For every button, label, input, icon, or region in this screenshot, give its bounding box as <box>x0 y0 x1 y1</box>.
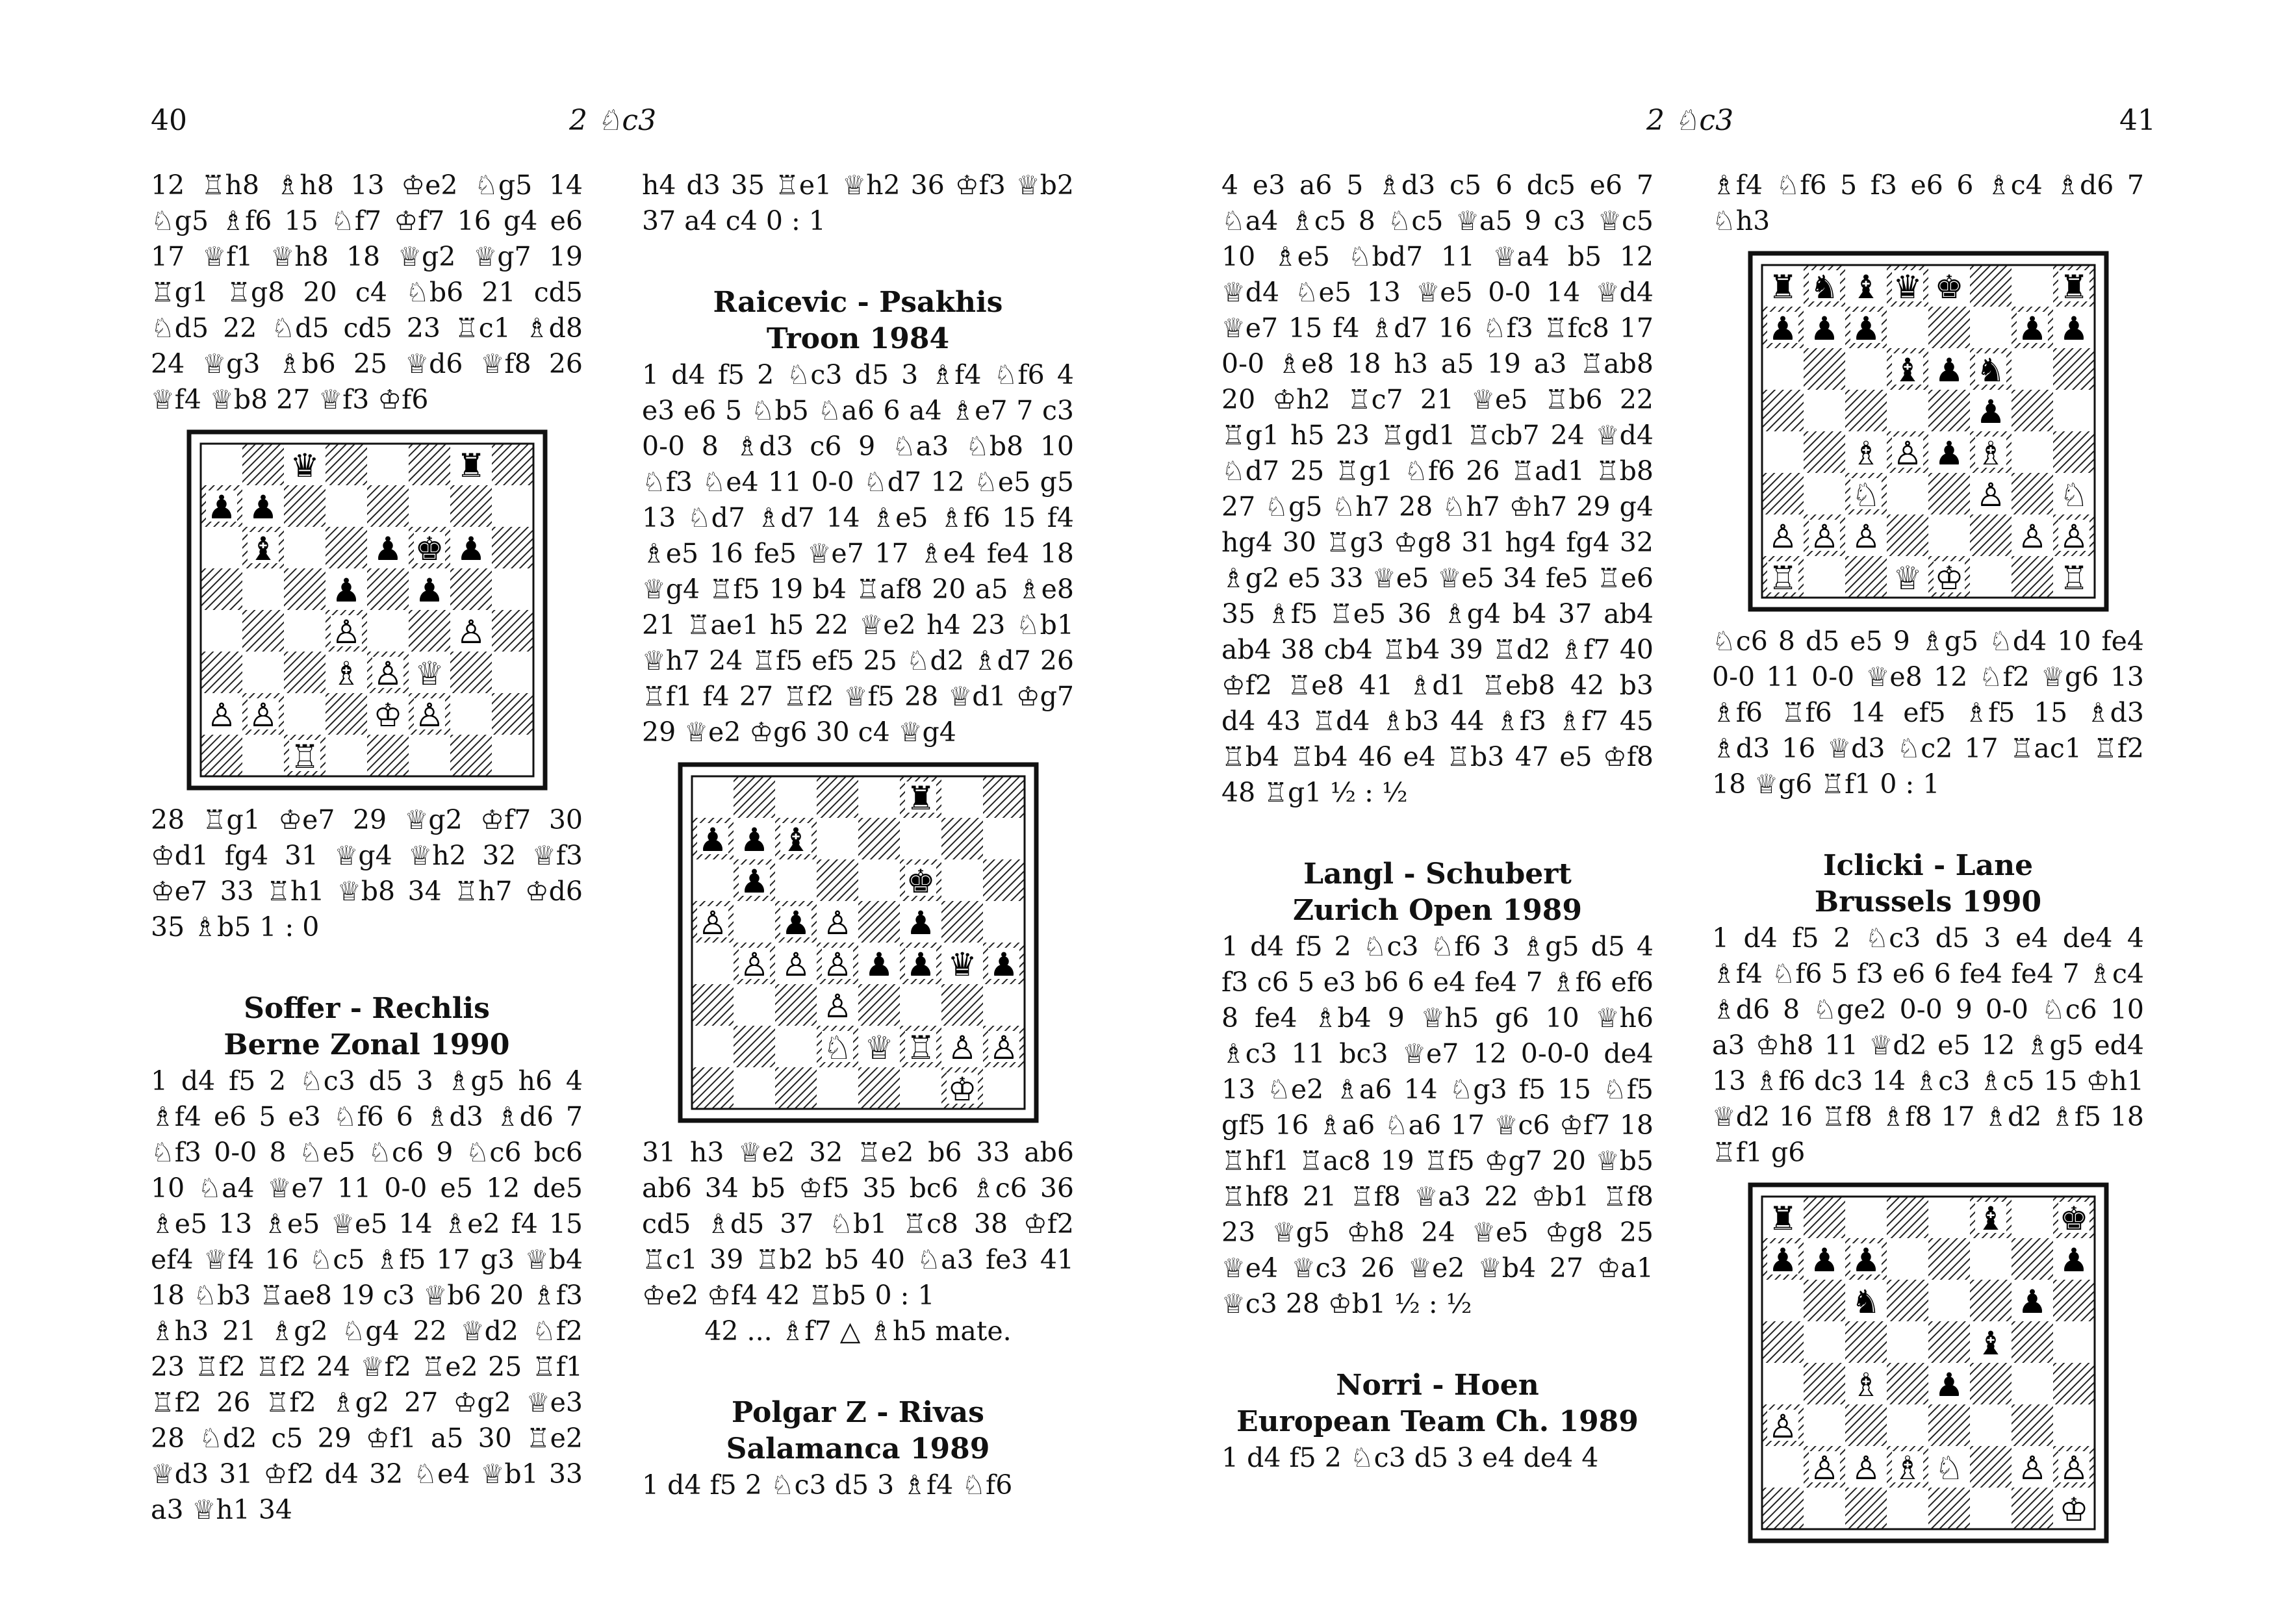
moves-text: 28 ♖g1 ♔e7 29 ♕g2 ♔f7 30 ♔d1 fg4 31 ♕g4 ♕h2 32 ♕f3 ♔e7 33 ♖h1 ♕b8 34 ♖h7 ♔d6 35 ♗b5 1 : 0 <box>151 804 583 943</box>
dark-square <box>450 652 492 693</box>
dark-square <box>201 735 242 776</box>
dark-square <box>1928 1238 1970 1280</box>
chess-piece-h2: ♙ <box>989 1029 1018 1067</box>
dark-square <box>1928 390 1970 431</box>
dark-square <box>1845 1404 1887 1446</box>
chess-piece-c7: ♟ <box>1851 310 1880 348</box>
dark-square <box>367 485 409 527</box>
right-page <box>1137 0 2274 1624</box>
chess-piece-f6: ♞ <box>1976 351 2005 389</box>
moves-text: 1 d4 f5 2 ♘c3 d5 3 e4 de4 4 ♗f4 ♘f6 5 f3 e6 6 fe4 fe4 7 ♗c4 ♗d6 8 ♘ge2 0-0 9 0-0 ♘c6 10 a3 ♔h8 11 ♕d2 e5 12 ♗g5 ed4 13 ♗f6 dc3 14 ♗c3 ♗c5 15 ♔h1 ♕d2 16 ♖f8 ♗f8 17 ♗d2 ♗f5 18 ♖f1 g6 <box>1712 922 2144 1168</box>
column-1 <box>151 168 583 1528</box>
dark-square <box>1845 556 1887 598</box>
chess-piece-d8: ♛ <box>1893 268 1922 306</box>
chess-piece-e4: ♟ <box>1934 1366 1963 1404</box>
dark-square <box>1845 1321 1887 1363</box>
game-players: Raicevic - Psakhis <box>713 286 1003 319</box>
dark-square <box>326 693 367 735</box>
chess-piece-a5: ♙ <box>698 904 727 942</box>
chess-piece-a2: ♙ <box>207 696 236 734</box>
chess-diagram <box>1748 1182 2109 1543</box>
dark-square <box>201 652 242 693</box>
dark-square <box>1928 1488 1970 1529</box>
dark-square <box>692 984 734 1026</box>
dark-square <box>492 693 533 735</box>
dark-square <box>1804 348 1845 390</box>
dark-square <box>1970 1280 2012 1321</box>
column-2 <box>642 168 1074 1503</box>
chess-piece-e2: ♕ <box>864 1029 893 1067</box>
dark-square <box>1970 1363 2012 1404</box>
chess-piece-g4: ♙ <box>456 613 485 651</box>
dark-square <box>367 568 409 610</box>
moves-text: h4 d3 35 ♖e1 ♕h2 36 ♔f3 ♕b2 37 a4 c4 0 : 1 <box>642 170 1074 236</box>
column-4 <box>1712 168 2144 1555</box>
chess-piece-h4: ♟ <box>989 946 1018 983</box>
chess-piece-d1: ♕ <box>1893 559 1922 597</box>
chess-piece-b7: ♟ <box>248 488 277 526</box>
chess-piece-h3: ♘ <box>2059 476 2088 514</box>
dark-square <box>2053 1280 2095 1321</box>
dark-square <box>492 610 533 652</box>
chess-piece-f4: ♟ <box>906 946 935 983</box>
moves-text: 1 d4 f5 2 ♘c3 d5 3 ♗f4 ♘f6 4 e3 e6 5 ♘b5 ♘a6 6 a4 ♗e7 7 c3 0-0 8 ♗d3 c6 9 ♘a3 ♘b8 10 ♘f3 ♘e4 11 0-0 ♘d7 12 ♘e5 g5 13 ♘d7 ♗d7 14 ♗e5 ♗f6 15 f4 ♗e5 16 fe5 ♕e7 17 ♗e4 fe4 18 ♕g4 ♖f5 19 b4 ♖af8 20 a5 ♗e8 21 ♖ae1 h5 22 ♕e2 h4 23 ♘b1 ♕h7 24 ♖f5 ef5 25 ♘d2 ♗d7 26 ♖f1 f4 27 ♖f2 ♕f5 28 ♕d1 ♔g7 29 ♕e2 ♔g6 30 c4 ♕g4 <box>642 359 1074 748</box>
chess-piece-c2: ♙ <box>1851 518 1880 555</box>
dark-square <box>201 568 242 610</box>
chess-piece-f3: ♕ <box>415 655 444 692</box>
chess-piece-e2: ♘ <box>1934 1449 1963 1487</box>
dark-square <box>858 1067 900 1109</box>
dark-square <box>1804 1280 1845 1321</box>
chess-piece-f2: ♙ <box>415 696 444 734</box>
game-event: European Team Ch. 1989 <box>1236 1405 1639 1438</box>
dark-square <box>1887 514 1928 556</box>
dark-square <box>242 610 284 652</box>
chess-piece-b2: ♙ <box>1809 518 1839 555</box>
chess-piece-c2: ♙ <box>1851 1449 1880 1487</box>
chess-piece-d4: ♙ <box>331 613 361 651</box>
dark-square <box>2012 1488 2053 1529</box>
chess-piece-e4: ♟ <box>864 946 893 983</box>
dark-square <box>450 485 492 527</box>
chess-piece-d2: ♗ <box>1893 1449 1922 1487</box>
dark-square <box>1887 1280 1928 1321</box>
dark-square <box>1887 1363 1928 1404</box>
chess-diagram <box>186 429 548 791</box>
dark-square <box>1970 265 2012 307</box>
moves-text: 1 d4 f5 2 ♘c3 d5 3 ♗g5 h6 4 ♗f4 e6 5 e3 ♘f6 6 ♗d3 ♗d6 7 ♘f3 0-0 8 ♘e5 ♘c6 9 ♘c6 bc6 10 ♘a4 ♕e7 11 0-0 e5 12 de5 ♗e5 13 ♗e5 ♕e5 14 ♗e2 f4 15 ef4 ♕f4 16 ♘c5 ♗f5 17 g3 ♕b4 18 ♘b3 ♖ae8 19 c3 ♕b6 20 ♗f3 ♗h3 21 ♗g2 ♘g4 22 ♕d2 ♘f2 23 ♖f2 ♖f2 24 ♕f2 ♖e2 25 ♖f1 ♖f2 26 ♖f2 ♗g2 27 ♔g2 ♕e3 28 ♘d2 c5 29 ♔f1 a5 30 ♖e2 ♕d3 31 ♔f2 d4 32 ♘e4 ♕b1 33 a3 ♕h1 34 <box>151 1065 583 1525</box>
dark-square <box>1762 1321 1804 1363</box>
chess-piece-a7: ♟ <box>698 821 727 859</box>
dark-square <box>1762 473 1804 514</box>
page-number: 41 <box>2119 104 2156 137</box>
chess-piece-e4: ♟ <box>1934 435 1963 472</box>
running-head: 2 ♘c3 <box>569 104 657 137</box>
dark-square <box>1887 1197 1928 1238</box>
chess-piece-f5: ♝ <box>1976 1325 2005 1362</box>
dark-square <box>2012 390 2053 431</box>
dark-square <box>1804 431 1845 473</box>
chess-piece-h1: ♔ <box>2059 1491 2088 1529</box>
chess-piece-e2: ♔ <box>373 696 402 734</box>
chess-piece-g2: ♙ <box>2017 1449 2047 1487</box>
dark-square <box>1928 1321 1970 1363</box>
game-players: Langl - Schubert <box>1303 857 1572 891</box>
chess-piece-c7: ♝ <box>781 821 810 859</box>
chess-piece-c8: ♛ <box>290 447 319 485</box>
chess-piece-d4: ♙ <box>1893 435 1922 472</box>
chess-piece-c4: ♙ <box>781 946 810 983</box>
chess-piece-f8: ♜ <box>906 780 935 817</box>
chess-piece-h1: ♖ <box>2059 559 2088 597</box>
chess-piece-d5: ♙ <box>823 904 852 942</box>
dark-square <box>492 444 533 485</box>
moves-text: 31 h3 ♕e2 32 ♖e2 b6 33 ab6 ab6 34 b5 ♔f5 35 bc6 ♗c6 36 cd5 ♗d5 37 ♘b1 ♖c8 38 ♔f2 ♖c1 39 ♖b2 b5 40 ♘a3 fe3 41 ♔e2 ♔f4 42 ♖b5 0 : 1 <box>642 1137 1074 1311</box>
dark-square <box>409 610 450 652</box>
dark-square <box>817 776 858 818</box>
chess-piece-f8: ♝ <box>1976 1200 2005 1237</box>
dark-square <box>2053 431 2095 473</box>
chess-piece-f3: ♙ <box>1976 476 2005 514</box>
chess-piece-a3: ♙ <box>1768 1408 1797 1445</box>
chess-piece-a8: ♜ <box>1768 1200 1797 1237</box>
chess-piece-d3: ♗ <box>331 655 361 692</box>
game-players: Iclicki - Lane <box>1822 849 2034 882</box>
chess-piece-c4: ♗ <box>1851 1366 1880 1404</box>
chess-piece-h7: ♟ <box>2059 1241 2088 1279</box>
chess-piece-f5: ♟ <box>1976 393 2005 431</box>
chess-piece-d4: ♙ <box>823 946 852 983</box>
dark-square <box>1804 1363 1845 1404</box>
dark-square <box>450 568 492 610</box>
dark-square <box>817 859 858 901</box>
dark-square <box>1970 514 2012 556</box>
chess-piece-h2: ♙ <box>2059 518 2088 555</box>
moves-text: 1 d4 f5 2 ♘c3 ♘f6 3 ♗g5 d5 4 f3 c6 5 e3 b6 6 e4 fe4 7 ♗f6 ef6 8 fe4 ♗b4 9 ♕h5 g6 10 ♕h6 ♗c3 11 bc3 ♕e7 12 0-0-0 de4 13 ♘e2 ♗a6 14 ♘g3 f5 15 ♘f5 gf5 16 ♗a6 ♘a6 17 ♕c6 ♔f7 18 ♖hf1 ♖ac8 19 ♖f5 ♔g7 20 ♕b5 ♖hf8 21 ♖f8 ♕a3 22 ♔b1 ♖f8 23 ♕g5 ♔h8 24 ♕e5 ♔g8 25 ♕e4 ♕c3 26 ♕e2 ♕b4 27 ♔a1 ♕c3 28 ♔b1 ½ : ½ <box>1221 931 1654 1319</box>
moves-text: 12 ♖h8 ♗h8 13 ♔e2 ♘g5 14 ♘g5 ♗f6 15 ♘f7 ♔f7 16 g4 e6 17 ♕f1 ♕h8 18 ♕g2 ♕g7 19 ♖g1 ♖g8 20 c4 ♘b6 21 cd5 ♘d5 22 ♘d5 cd5 23 ♖c1 ♗d8 24 ♕g3 ♗b6 25 ♕d6 ♕f8 26 ♕f4 ♕b8 27 ♕f3 ♔f6 <box>151 170 583 415</box>
chess-piece-c7: ♟ <box>1851 1241 1880 1279</box>
dark-square <box>492 527 533 568</box>
game-players: Soffer - Rechlis <box>244 992 490 1025</box>
dark-square <box>858 818 900 859</box>
moves-text: 1 d4 f5 2 ♘c3 d5 3 e4 de4 4 <box>1221 1442 1599 1473</box>
moves-text: ♘c6 8 d5 e5 9 ♗g5 ♘d4 10 fe4 0-0 11 0-0 ♕e8 12 ♘f2 ♕g6 13 ♗f6 ♖f6 14 ef5 ♗f5 15 ♗d3 ♗d3 16 ♕d3 ♘c2 17 ♖ac1 ♖f2 18 ♕g6 ♖f1 0 : 1 <box>1712 626 2144 800</box>
dark-square <box>941 984 983 1026</box>
chess-piece-e6: ♟ <box>373 530 402 568</box>
page-number: 40 <box>151 104 187 137</box>
chess-piece-e3: ♙ <box>373 655 402 692</box>
game-players: Polgar Z - Rivas <box>732 1396 984 1429</box>
game-players: Norri - Hoen <box>1336 1369 1539 1402</box>
dark-square <box>1970 1446 2012 1488</box>
chess-piece-g8: ♜ <box>456 447 485 485</box>
chess-piece-e8: ♚ <box>1934 268 1963 306</box>
chess-piece-a8: ♜ <box>1768 268 1797 306</box>
chess-piece-b7: ♟ <box>1809 1241 1839 1279</box>
dark-square <box>2012 1321 2053 1363</box>
dark-square <box>1928 1404 1970 1446</box>
dark-square <box>775 1067 817 1109</box>
dark-square <box>1762 390 1804 431</box>
dark-square <box>367 735 409 776</box>
dark-square <box>2012 473 2053 514</box>
chess-piece-f5: ♟ <box>415 572 444 609</box>
chess-piece-a7: ♟ <box>207 488 236 526</box>
chess-piece-d3: ♙ <box>823 987 852 1025</box>
game-event: Salamanca 1989 <box>726 1432 990 1465</box>
game-event: Zurich Open 1989 <box>1293 894 1582 927</box>
chess-piece-c8: ♝ <box>1851 268 1880 306</box>
dark-square <box>858 984 900 1026</box>
dark-square <box>692 1067 734 1109</box>
dark-square <box>941 901 983 943</box>
chess-piece-b7: ♟ <box>739 821 769 859</box>
dark-square <box>983 859 1025 901</box>
game-event: Brussels 1990 <box>1814 885 2042 919</box>
dark-square <box>284 485 326 527</box>
chess-diagram <box>678 762 1039 1123</box>
chess-piece-c6: ♞ <box>1851 1283 1880 1321</box>
dark-square <box>1928 307 1970 348</box>
chess-piece-f4: ♗ <box>1976 435 2005 472</box>
dark-square <box>284 652 326 693</box>
chess-piece-d2: ♘ <box>823 1029 852 1067</box>
dark-square <box>775 984 817 1026</box>
dark-square <box>450 735 492 776</box>
dark-square <box>941 818 983 859</box>
chess-piece-e6: ♟ <box>1934 351 1963 389</box>
dark-square <box>1928 473 1970 514</box>
moves-text: ♗f4 ♘f6 5 f3 e6 6 ♗c4 ♗d6 7 ♘h3 <box>1712 170 2144 236</box>
dark-square <box>983 776 1025 818</box>
dark-square <box>1762 1488 1804 1529</box>
chess-piece-b4: ♙ <box>739 946 769 983</box>
chess-piece-f2: ♖ <box>906 1029 935 1067</box>
chess-piece-g7: ♟ <box>2017 310 2047 348</box>
moves-text: 1 d4 f5 2 ♘c3 d5 3 ♗f4 ♘f6 <box>642 1469 1013 1501</box>
chess-piece-b6: ♟ <box>739 863 769 900</box>
chess-piece-h8: ♚ <box>2059 1200 2088 1237</box>
chess-piece-f6: ♚ <box>415 530 444 568</box>
annotation-note: 42 ... ♗f7 △ ♗h5 mate. <box>704 1315 1012 1347</box>
dark-square <box>1845 1488 1887 1529</box>
chess-piece-f5: ♟ <box>906 904 935 942</box>
chess-piece-b2: ♙ <box>248 696 277 734</box>
chess-piece-b8: ♞ <box>1809 268 1839 306</box>
dark-square <box>326 527 367 568</box>
chess-piece-g2: ♙ <box>947 1029 977 1067</box>
dark-square <box>734 776 775 818</box>
chess-piece-h7: ♟ <box>2059 310 2088 348</box>
chess-piece-b2: ♙ <box>1809 1449 1839 1487</box>
chess-diagram <box>1748 251 2109 612</box>
dark-square <box>2012 556 2053 598</box>
chess-piece-h2: ♙ <box>2059 1449 2088 1487</box>
chess-piece-g6: ♟ <box>456 530 485 568</box>
dark-square <box>1804 1197 1845 1238</box>
moves-text: 4 e3 a6 5 ♗d3 c5 6 dc5 e6 7 ♘a4 ♗c5 8 ♘c5 ♕a5 9 c3 ♕c5 10 ♗e5 ♘bd7 11 ♕a4 b5 12 ♕d4 ♘e5 13 ♕e5 0-0 14 ♕d4 ♕e7 15 f4 ♗d7 16 ♘f3 ♖fc8 17 0-0 ♗e8 18 h3 a5 19 a3 ♖ab8 20 ♔h2 ♖c7 21 ♕e5 ♖b6 22 ♖g1 h5 23 ♖gd1 ♖cb7 24 ♕d4 ♘d7 25 ♖g1 ♘f6 26 ♖ad1 ♖b8 27 ♘g5 ♘h7 28 ♘h7 ♔h7 29 g4 hg4 30 ♖g3 ♔g8 31 hg4 fg4 32 ♗g2 e5 33 ♕e5 ♕e5 34 fe5 ♖e6 35 ♗f5 ♖e5 36 ♗g4 b4 37 ab4 ab4 38 cb4 ♖b4 39 ♖d2 ♗f7 40 ♔f2 ♖e8 41 ♗d1 ♖eb8 42 b3 d4 43 ♖d4 ♗b3 44 ♗f3 ♗f7 45 ♖b4 ♖b4 46 e4 ♖b3 47 e5 ♔f8 48 ♖g1 ½ : ½ <box>1221 170 1654 808</box>
game-event: Berne Zonal 1990 <box>224 1028 510 1061</box>
dark-square <box>2053 348 2095 390</box>
chess-piece-b6: ♝ <box>248 530 277 568</box>
dark-square <box>734 1026 775 1067</box>
chess-piece-g4: ♛ <box>947 946 977 983</box>
chess-piece-h8: ♜ <box>2059 268 2088 306</box>
chess-piece-b7: ♟ <box>1809 310 1839 348</box>
chess-piece-d5: ♟ <box>331 572 361 609</box>
chess-piece-c3: ♘ <box>1851 476 1880 514</box>
dark-square <box>409 444 450 485</box>
dark-square <box>326 444 367 485</box>
dark-square <box>858 901 900 943</box>
running-head: 2 ♘c3 <box>1646 104 1734 137</box>
chess-piece-f6: ♚ <box>906 863 935 900</box>
game-event: Troon 1984 <box>766 322 950 355</box>
chess-piece-c5: ♟ <box>781 904 810 942</box>
dark-square <box>2053 1363 2095 1404</box>
chess-piece-d6: ♝ <box>1893 351 1922 389</box>
dark-square <box>2012 1404 2053 1446</box>
chess-piece-g6: ♟ <box>2017 1283 2047 1321</box>
chess-piece-a2: ♙ <box>1768 518 1797 555</box>
chess-piece-c1: ♖ <box>290 738 319 776</box>
chess-piece-g2: ♙ <box>2017 518 2047 555</box>
chess-piece-a1: ♖ <box>1768 559 1797 597</box>
chess-piece-c4: ♗ <box>1851 435 1880 472</box>
dark-square <box>1845 390 1887 431</box>
dark-square <box>2012 1238 2053 1280</box>
chess-piece-a7: ♟ <box>1768 310 1797 348</box>
dark-square <box>284 568 326 610</box>
chess-piece-g1: ♔ <box>947 1071 977 1108</box>
chess-piece-e1: ♔ <box>1934 559 1963 597</box>
column-3 <box>1221 168 1654 1476</box>
dark-square <box>242 444 284 485</box>
chess-piece-a7: ♟ <box>1768 1241 1797 1279</box>
